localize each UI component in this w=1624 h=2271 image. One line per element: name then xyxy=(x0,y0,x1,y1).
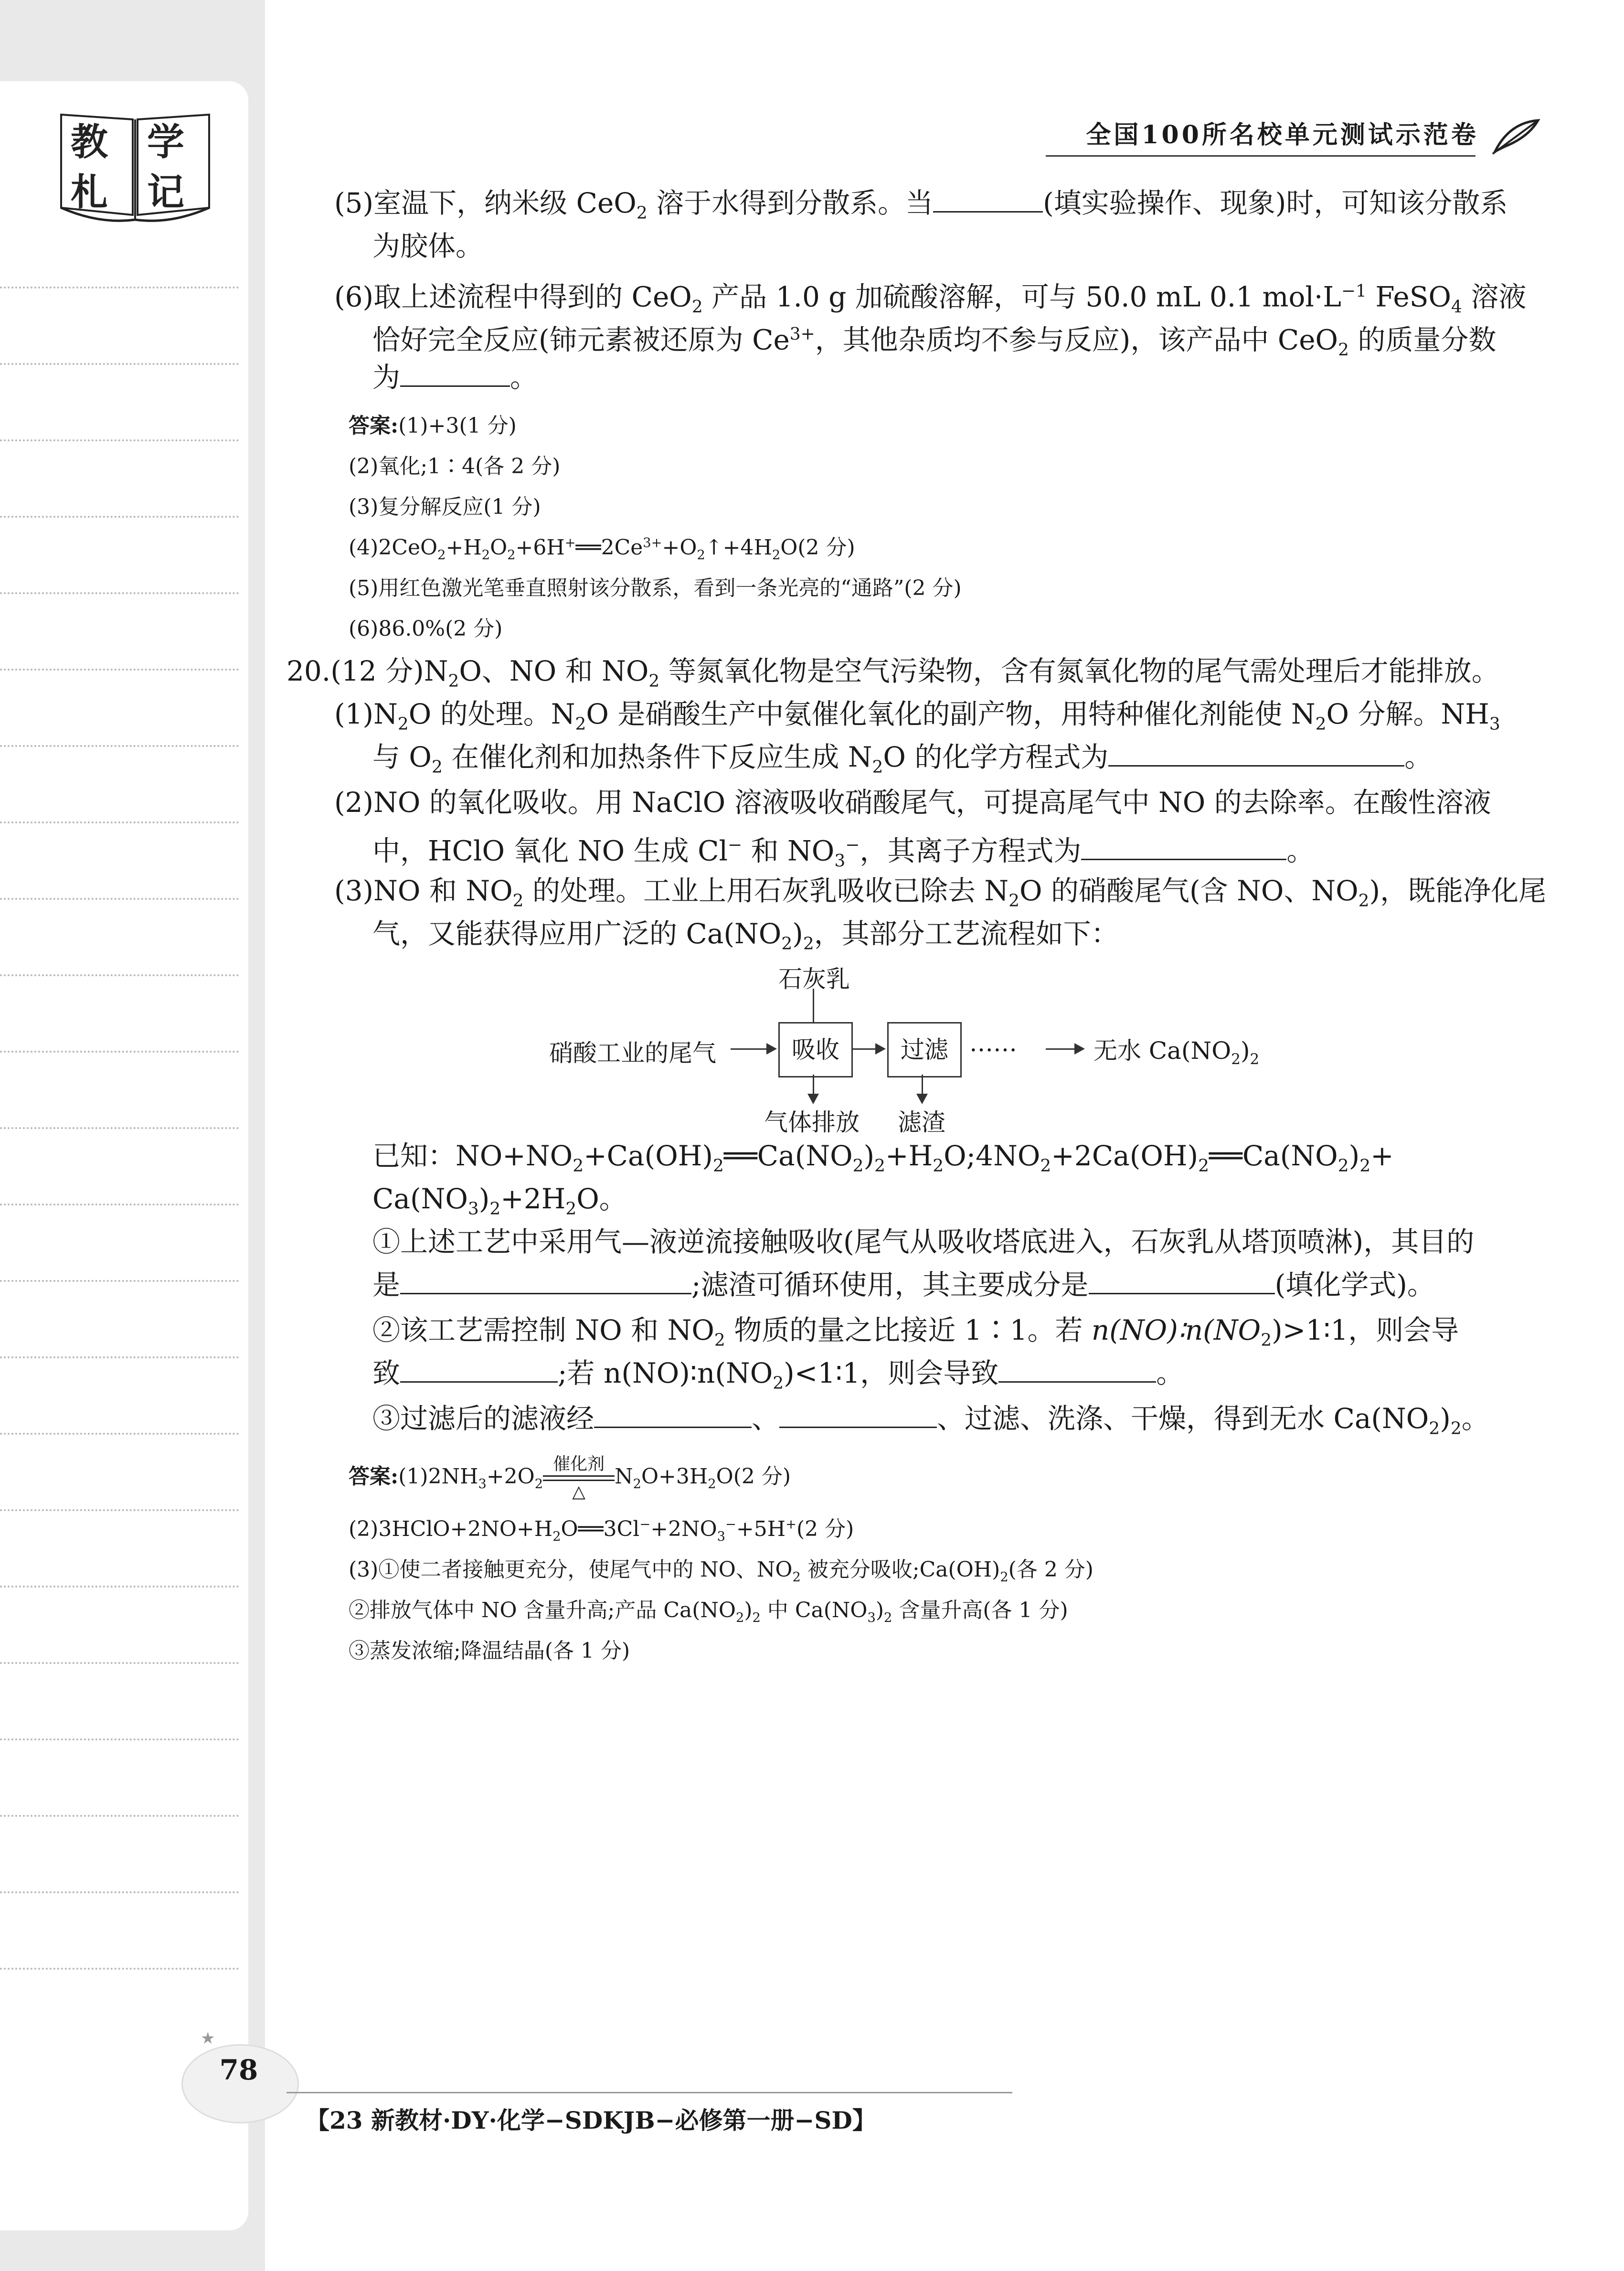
text: ══2Ce xyxy=(575,535,643,560)
arrow-line xyxy=(851,1048,878,1050)
text: O 的化学方程式为 xyxy=(883,741,1109,773)
answer19-line2: (2)氧化;1∶4(各 2 分) xyxy=(349,454,561,479)
text: (各 2 分) xyxy=(1008,1557,1093,1582)
answer-blank[interactable] xyxy=(400,385,510,387)
dotted-line xyxy=(0,821,239,823)
dotted-line xyxy=(0,439,239,441)
page-number: 78 xyxy=(219,2054,258,2086)
flow-filter-box: 过滤 xyxy=(887,1022,962,1077)
q20-stem xyxy=(287,652,1499,701)
text: 。 xyxy=(1404,741,1433,773)
q19-part5-line1 xyxy=(334,184,1507,233)
text: ══Ca(NO xyxy=(723,1140,853,1172)
answer19-line5: (5)用红色激光笔垂直照射该分散系，看到一条光亮的“通路”(2 分) xyxy=(349,576,962,600)
dotted-line xyxy=(0,287,239,288)
series-title xyxy=(1086,115,1543,156)
q20-known-line1: 已知：$NO+NO_2+Ca(OH)_2══Ca(NO_2)_2+H_2O;4NO_2+2Ca(OH)_2══Ca(NO_2)_2+$ xyxy=(372,1140,1394,1176)
text: O(2 分) xyxy=(780,535,855,560)
dotted-line xyxy=(0,1509,239,1511)
answer19-line3: (3)复分解反应(1 分) xyxy=(349,495,541,519)
flow-dots: …… xyxy=(969,1029,1017,1057)
subscript: 4 xyxy=(1451,297,1462,317)
text: 。 xyxy=(1461,1402,1489,1435)
dotted-line xyxy=(0,1204,239,1205)
text: 在催化剂和加热条件下反应生成 N xyxy=(442,741,872,773)
text: 溶于水得到分散系。当 xyxy=(647,187,934,219)
star-icon: ★ xyxy=(201,2029,215,2048)
text: 中 Ca(NO xyxy=(760,1598,868,1622)
badge-char: 札 xyxy=(71,171,108,214)
text: +6H xyxy=(515,535,565,560)
text: O 是硝酸生产中氨催化氧化的副产物，用特种催化剂能使 N xyxy=(586,698,1316,730)
answer-blank[interactable] xyxy=(933,211,1043,213)
text: ③过滤后的滤液经 xyxy=(372,1402,594,1435)
answer20-line5: ③蒸发浓缩;降温结晶(各 1 分) xyxy=(349,1639,630,1663)
dotted-line xyxy=(0,1280,239,1282)
text: O══3Cl xyxy=(561,1517,640,1541)
superscript: − xyxy=(728,835,743,855)
arrow-line xyxy=(922,1075,923,1096)
arrow-line xyxy=(813,989,814,1027)
text: O。 xyxy=(576,1183,627,1215)
text: ，其离子方程式为 xyxy=(860,834,1082,867)
answer-blank[interactable] xyxy=(1081,859,1286,860)
text: ，其部分工艺流程如下： xyxy=(814,917,1119,950)
subscript: 2 xyxy=(1231,1051,1241,1068)
text: ↑+4H xyxy=(705,535,772,560)
q19-part6-line2 xyxy=(372,315,1496,369)
quill-pen-icon xyxy=(1490,118,1543,156)
margin-paper xyxy=(0,81,248,2230)
arrow-line xyxy=(813,1075,814,1096)
dotted-line xyxy=(0,592,239,594)
answer-blank[interactable] xyxy=(779,1427,937,1428)
q19-part5-line2 xyxy=(372,227,483,265)
q20-part2-line1: (2)NO 的氧化吸收。用 NaClO 溶液吸收硝酸尾气，可提高尾气中 NO 的去除率。在酸性溶液 xyxy=(334,786,1491,819)
text: (1)+3(1 分) xyxy=(398,414,517,438)
dotted-line xyxy=(0,363,239,365)
text: O xyxy=(490,535,508,560)
heat-label: △ xyxy=(572,1482,585,1502)
text: 气，又能获得应用广泛的 Ca(NO xyxy=(372,917,782,950)
process-flowchart xyxy=(549,960,1265,1136)
dotted-line xyxy=(0,1586,239,1588)
text: ) xyxy=(478,1183,490,1215)
catalyst-label: 催化剂 xyxy=(553,1454,605,1474)
text: ) xyxy=(1348,1140,1360,1172)
dotted-line xyxy=(0,1662,239,1664)
text: 的质量分数 xyxy=(1348,323,1497,356)
text: ②排放气体中 NO 含量升高;产品 Ca(NO xyxy=(349,1598,736,1622)
text: 被充分吸收;Ca(OH) xyxy=(800,1557,1000,1582)
answer19-line6: (6)86.0%(2 分) xyxy=(349,617,503,641)
arrow-head xyxy=(807,1094,819,1104)
text: 恰好完全反应(铈元素被还原为 Ce xyxy=(372,323,790,356)
text: 含量升高(各 1 分) xyxy=(892,1598,1068,1622)
answer20-line3: (3)①使二者接触更充分，使尾气中的 NO、$NO_2$ 被充分吸收$;Ca(OH)_2$(各 2 分) xyxy=(349,1557,1093,1585)
notes-badge xyxy=(56,105,214,229)
q20-part1-line2: 与 $O_2$ 在催化剂和加热条件下反应生成 $N_2O$ 的化学方程式为 。 xyxy=(372,741,1433,777)
answer-label: 答案: xyxy=(349,414,399,438)
text: (2)3HClO+2NO+H xyxy=(349,1517,553,1541)
text: 无水 Ca(NO xyxy=(1093,1037,1231,1065)
text: ) xyxy=(744,1598,753,1622)
q20-c3-line: ③过滤后的滤液经 、 、过滤、洗涤、干燥，得到无水 $Ca(NO_2)_2$。 xyxy=(372,1402,1489,1439)
text: 致 xyxy=(372,1357,401,1389)
text: + xyxy=(1370,1140,1394,1172)
q20-c1-line2 xyxy=(372,1266,1435,1304)
arrow-head xyxy=(916,1094,928,1104)
dotted-line xyxy=(0,669,239,671)
dotted-line xyxy=(0,1891,239,1893)
q20-part2-line2: 中，HClO 氧化 NO 生成 Cl− 和 $NO_3^-$，其离子方程式为 。 xyxy=(372,834,1315,871)
dotted-line xyxy=(0,1356,239,1358)
flow-source-label: 硝酸工业的尾气 xyxy=(549,1039,716,1067)
q20-c2-line1: ②该工艺需控制 NO 和 $NO_2$ 物质的量之比接近 1∶1。若 $n(NO)∶n(NO_2)>1∶1$，则会导 xyxy=(372,1314,1459,1350)
text: ②该工艺需控制 NO 和 NO xyxy=(372,1314,714,1346)
text: O、NO 和 NO xyxy=(459,655,649,687)
text: (填实验操作、现象)时，可知该分散系 xyxy=(1043,187,1508,219)
dotted-line xyxy=(0,1968,239,1970)
answer-blank[interactable] xyxy=(594,1427,752,1428)
text: 、过滤、洗涤、干燥，得到无水 Ca(NO xyxy=(937,1402,1429,1435)
text: +O xyxy=(662,535,697,560)
q20-c2-line2: 致 ;若 $n(NO)∶n(NO_2)<1∶1$，则会导致 。 xyxy=(372,1357,1184,1393)
text: ，其他杂质均不参与反应)，该产品中 CeO xyxy=(815,323,1338,356)
text: (6)取上述流程中得到的 CeO xyxy=(334,280,692,313)
text: ══Ca(NO xyxy=(1209,1140,1338,1172)
answer-label: 答案: xyxy=(349,1464,399,1489)
answer19-line1 xyxy=(349,408,517,439)
equals-sign xyxy=(543,1475,615,1481)
text: ) xyxy=(792,917,803,950)
subscript: 2 xyxy=(1338,340,1349,360)
text: O 分解。NH xyxy=(1326,698,1489,730)
text: 20.(12 分)N xyxy=(287,655,448,687)
text: O 的处理。N xyxy=(408,698,575,730)
footer-text: 【23 新教材·DY·化学−SDKJB−必修第一册−SD】 xyxy=(306,2106,876,2134)
q20-known-line2: $Ca(NO_3)_2+2H_2O$。 xyxy=(372,1183,627,1219)
text: 、 xyxy=(752,1402,780,1435)
flow-absorb-box: 吸收 xyxy=(778,1022,853,1077)
text: 。 xyxy=(1156,1357,1184,1389)
subscript: 2 xyxy=(1250,1051,1260,1068)
subscript: 2 xyxy=(636,203,647,223)
dotted-line xyxy=(0,898,239,900)
text: (4)2CeO xyxy=(349,535,438,560)
text: N xyxy=(615,1464,633,1489)
answer20-line4: ②排放气体中 NO 含量升高;产品 $Ca(NO_2)_2$ 中 $Ca(NO_3)_2$ 含量升高(各 1 分) xyxy=(349,1598,1068,1625)
q20-part1-line1: $(1)N_2O$ 的处理。$N_2O$ 是硝酸生产中氨催化氧化的副产物，用特种催化剂能使 $N_2O$ 分解。$NH_3$ xyxy=(334,698,1500,734)
badge-char: 记 xyxy=(147,171,185,214)
text: 的处理。工业上用石灰乳吸收已除去 N xyxy=(523,874,1009,907)
text: +H xyxy=(885,1140,933,1172)
arrow-head xyxy=(766,1043,777,1055)
text: O 的硝酸尾气(含 NO、NO xyxy=(1019,874,1359,907)
text: (1)N xyxy=(334,698,398,730)
text: 物质的量之比接近 1∶1。若 xyxy=(725,1314,1092,1346)
dotted-line xyxy=(0,1127,239,1129)
text: O;4NO xyxy=(944,1140,1040,1172)
text: +Ca(OH) xyxy=(584,1140,713,1172)
flow-gas-label: 气体排放 xyxy=(764,1109,860,1136)
q20-c1-line1: ①上述工艺中采用气—液逆流接触吸收(尾气从吸收塔底进入，石灰乳从塔顶喷淋)，其目的 xyxy=(372,1226,1475,1258)
text: (填化学式)。 xyxy=(1274,1269,1435,1301)
text: )>1∶1，则会导 xyxy=(1272,1314,1459,1346)
text: 等氮氧化物是空气污染物，含有氮氧化物的尾气需处理后才能排放。 xyxy=(659,655,1499,687)
text: 。 xyxy=(510,361,538,394)
answer-blank[interactable] xyxy=(400,1293,691,1294)
text: +2NO xyxy=(650,1517,717,1541)
text: +2Ca(OH) xyxy=(1051,1140,1199,1172)
answer-blank[interactable] xyxy=(400,1381,558,1383)
reaction-condition xyxy=(543,1454,615,1502)
text: ) xyxy=(1240,1037,1250,1065)
superscript: −1 xyxy=(1341,281,1367,301)
answer-blank[interactable] xyxy=(1108,765,1404,767)
flow-lime-label: 石灰乳 xyxy=(778,965,850,993)
text: ) xyxy=(863,1140,875,1172)
dotted-line xyxy=(0,1051,239,1053)
text: n(NO)∶n(NO xyxy=(1091,1314,1261,1346)
dotted-line xyxy=(0,1433,239,1435)
text: O+3H xyxy=(641,1464,708,1489)
text: (2 分) xyxy=(796,1517,854,1541)
footer-rule xyxy=(287,2092,1012,2093)
answer-blank[interactable] xyxy=(1089,1293,1275,1294)
text: (3)NO 和 NO xyxy=(334,874,513,907)
text: +2H xyxy=(500,1183,566,1215)
text: 中，HClO 氧化 NO 生成 Cl xyxy=(372,834,728,867)
superscript: 3+ xyxy=(789,324,815,344)
text: 溶液 xyxy=(1462,280,1527,313)
q20-part3-line1: (3)NO 和 $NO_2$ 的处理。工业上用石灰乳吸收已除去 $N_2O$ 的硝酸尾气(含 NO、$NO_2$)，既能净化尾 xyxy=(334,874,1547,911)
answer-blank[interactable] xyxy=(998,1381,1156,1383)
text: 与 O xyxy=(372,741,432,773)
text: (5)室温下，纳米级 CeO xyxy=(334,187,637,219)
answer20-line1: 答案$:(1)2NH_3+2O_2$ 催化剂 △ $N_2O+3H_2O(2$ 分) xyxy=(349,1459,791,1492)
text: 为胶体。 xyxy=(372,230,484,262)
text: 。 xyxy=(1286,834,1315,867)
text: O(2 分) xyxy=(716,1464,791,1489)
subscript: 2 xyxy=(648,671,660,691)
text: Ca(NO xyxy=(372,1183,468,1215)
text: )，既能净化尾 xyxy=(1369,874,1547,907)
text: +5H xyxy=(736,1517,786,1541)
badge-char: 学 xyxy=(147,120,185,164)
answer20-line2: $(2)3HClO+2NO+H_2O══3Cl^-+2NO_3^-+5H^+(2$ 分) xyxy=(349,1517,854,1544)
text: 和 NO xyxy=(742,834,835,867)
dotted-line xyxy=(0,1738,239,1740)
flow-residue-label: 滤渣 xyxy=(898,1109,945,1136)
dotted-line xyxy=(0,745,239,747)
text: (3)①使二者接触更充分，使尾气中的 NO、NO xyxy=(349,1557,793,1582)
q19-part6-line3 xyxy=(372,358,538,396)
subscript: 2 xyxy=(691,297,703,317)
badge-char: 教 xyxy=(71,120,108,164)
series-title-text: 全国100所名校单元测试示范卷 xyxy=(1086,120,1479,149)
text: +2O xyxy=(486,1464,535,1489)
text: ) xyxy=(875,1598,884,1622)
text: FeSO xyxy=(1366,280,1452,313)
subscript: 2 xyxy=(448,671,459,691)
text: 产品 1.0 g 加硫酸溶解，可与 50.0 mL 0.1 mol·L xyxy=(702,280,1341,313)
dotted-line xyxy=(0,516,239,518)
text: ;若 n(NO)∶n(NO xyxy=(558,1357,773,1389)
text: ) xyxy=(1440,1402,1451,1435)
header-rule xyxy=(1046,155,1475,157)
arrow-head xyxy=(1074,1043,1085,1055)
text: 为 xyxy=(372,361,401,394)
arrow-head xyxy=(875,1043,886,1055)
arrow-line xyxy=(731,1048,769,1050)
text: 是 xyxy=(372,1269,401,1301)
text: +H xyxy=(446,535,482,560)
text: (1)2NH xyxy=(398,1464,478,1489)
text: ;滤渣可循环使用，其主要成分是 xyxy=(691,1269,1089,1301)
text: 已知：NO+NO xyxy=(372,1140,573,1172)
text: )<1∶1，则会导致 xyxy=(784,1357,999,1389)
flow-product-label xyxy=(1093,1032,1259,1068)
answer19-line4: $(4)2CeO_2+H_2O_2+6H^+══2Ce^{3+}+O_2↑+4H_2O(2$ 分) xyxy=(349,535,855,563)
dotted-line xyxy=(0,1815,239,1817)
arrow-line xyxy=(1046,1048,1077,1050)
dotted-line xyxy=(0,974,239,976)
q20-part3-line2: 气，又能获得应用广泛的 $Ca(NO_2)_2$，其部分工艺流程如下： xyxy=(372,917,1119,954)
